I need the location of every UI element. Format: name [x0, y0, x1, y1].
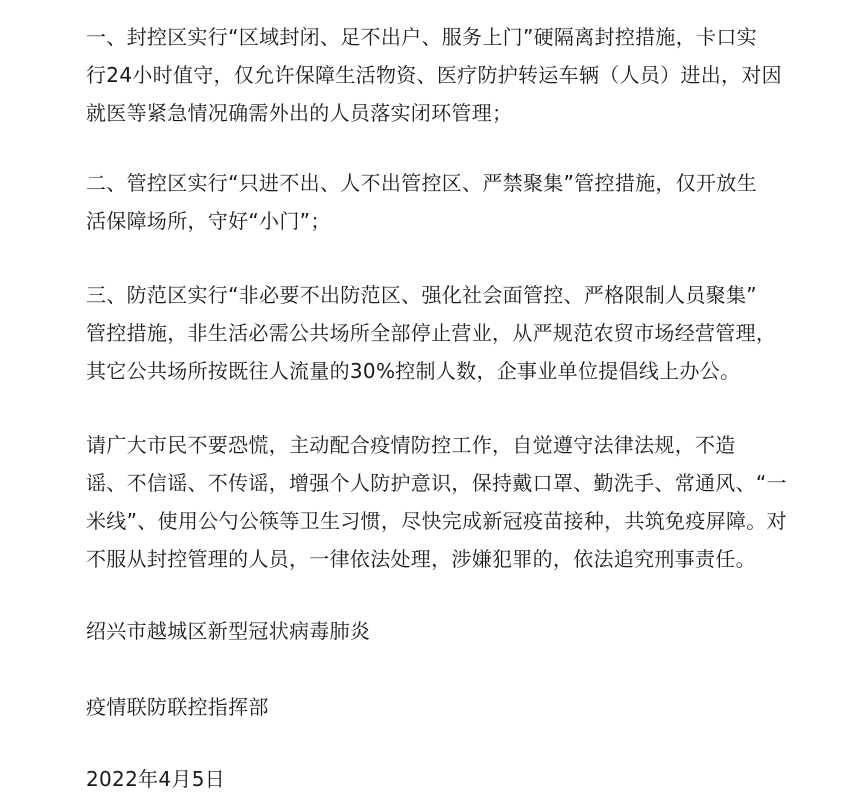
issuer-line-1: 绍兴市越城区新型冠状病毒肺炎	[86, 619, 371, 643]
issuer-line-2: 疫情联防联控指挥部	[86, 695, 269, 719]
paragraph-sealed-zone: 一、封控区实行“区域封闭、足不出户、服务上门”硬隔离封控措施，卡口实 行24小时值守，仅允许保障生活物资、医疗防护转运车辆（人员）进出，对因 就医等紧急情况确需外出的人员落实闭环管理；	[86, 25, 782, 125]
issue-date: 2022年4月5日	[86, 767, 226, 791]
paragraph-public-appeal: 请广大市民不要恐慌，主动配合疫情防控工作，自觉遵守法律法规，不造 谣、不信谣、不传谣，增强个人防护意识，保持戴口罩、勤洗手、常通风、“一 米线”、使用公勺公筷等卫生习惯，尽快完成新冠疫苗接种，共筑免疫屏障。对 不服从封控管理的人员，一律依法处理，涉嫌犯罪的，依法追究刑事责任。	[86, 433, 787, 571]
paragraph-prevention-zone: 三、防范区实行“非必要不出防范区、强化社会面管控、严格限制人员聚集” 管控措施，非生活必需公共场所全部停止营业，从严规范农贸市场经营管理， 其它公共场所按既往人流量的30%控制人数，企事业单位提倡线上办公。	[86, 283, 777, 383]
paragraph-controlled-zone: 二、管控区实行“只进不出、人不出管控区、严禁聚集”管控措施，仅开放生 活保障场所，守好“小门”；	[86, 171, 757, 233]
